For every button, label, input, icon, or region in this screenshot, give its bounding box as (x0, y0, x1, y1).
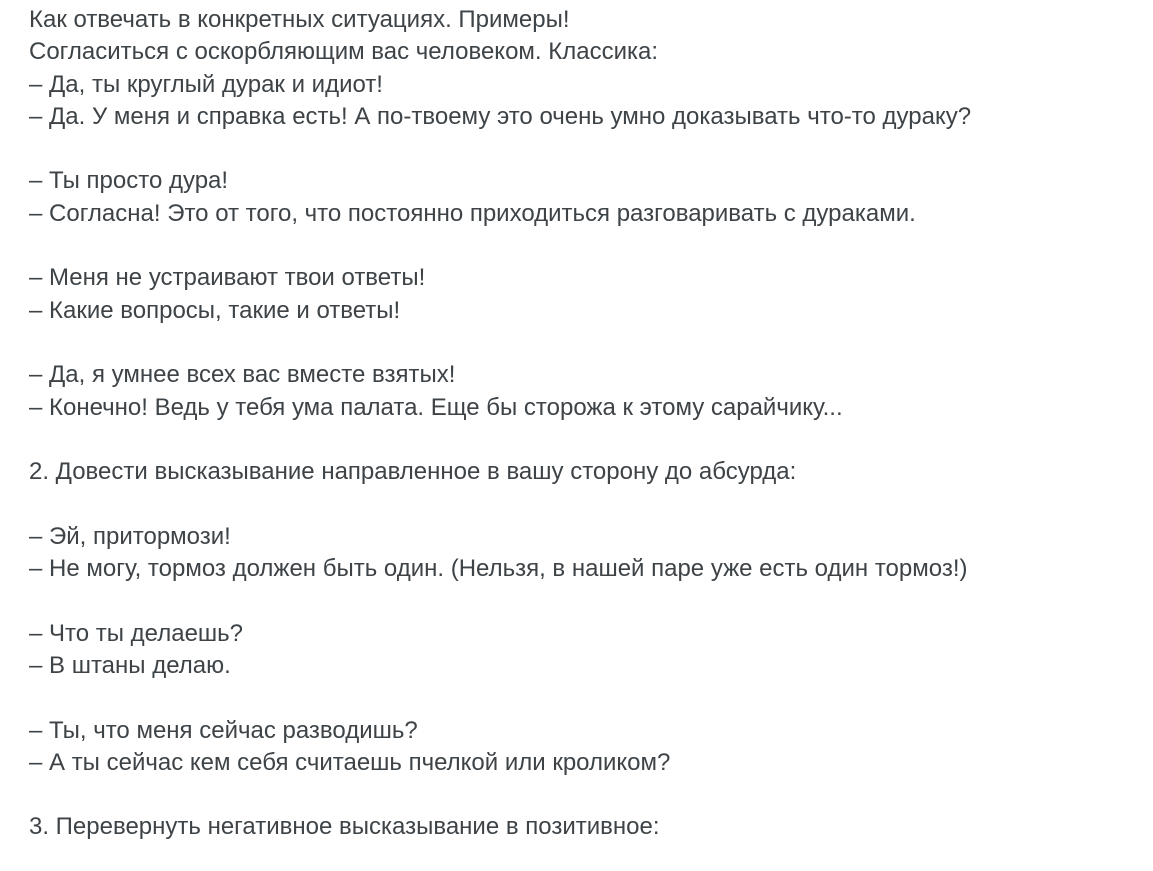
paragraph-gap (29, 230, 1153, 262)
dialogue-line: – Не могу, тормоз должен быть один. (Нельзя, в нашей паре уже есть один тормоз!) (29, 555, 968, 583)
paragraph-gap (29, 585, 1153, 617)
dialogue-line: – Конечно! Ведь у тебя ума палата. Еще бы сторожа к этому сарайчику... (29, 393, 843, 421)
dialogue-line: – А ты сейчас кем себя считаешь пчелкой или кроликом? (29, 748, 671, 776)
paragraph-gap (29, 779, 1153, 811)
paragraph-gap (29, 682, 1153, 714)
dialogue-line: – Да, я умнее всех вас вместе взятых! (29, 361, 456, 389)
dialogue-line: – Да. У меня и справка есть! А по-твоему это очень умно доказывать что-то дураку? (29, 102, 972, 130)
dialogue-line: – Что ты делаешь? (29, 619, 244, 647)
dialogue-line: – Какие вопросы, такие и ответы! (29, 296, 401, 324)
paragraph-gap (29, 488, 1153, 520)
dialogue-line: – Да, ты круглый дурак и идиот! (29, 70, 383, 98)
dialogue-line: – Меня не устраивают твои ответы! (29, 264, 426, 292)
paragraph-gap (29, 424, 1153, 456)
dialogue-line: – Ты, что меня сейчас разводишь? (29, 716, 418, 744)
paragraph-gap (29, 327, 1153, 359)
dialogue-line: – Ты просто дура! (29, 167, 229, 195)
dialogue-line: – Эй, притормози! (29, 522, 231, 550)
method-2-heading: 2. Довести высказывание направленное в вашу сторону до абсурда: (29, 458, 797, 486)
method-1-heading: Согласиться с оскорбляющим вас человеком. Классика: (29, 38, 659, 66)
dialogue-line: – Согласна! Это от того, что постоянно приходиться разговаривать с дураками. (29, 199, 916, 227)
paragraph-gap (29, 133, 1153, 165)
method-3-heading: 3. Перевернуть негативное высказывание в позитивное: (29, 813, 660, 841)
dialogue-line: – В штаны делаю. (29, 651, 231, 679)
section-heading: Как отвечать в конкретных ситуациях. Примеры! (29, 6, 570, 33)
